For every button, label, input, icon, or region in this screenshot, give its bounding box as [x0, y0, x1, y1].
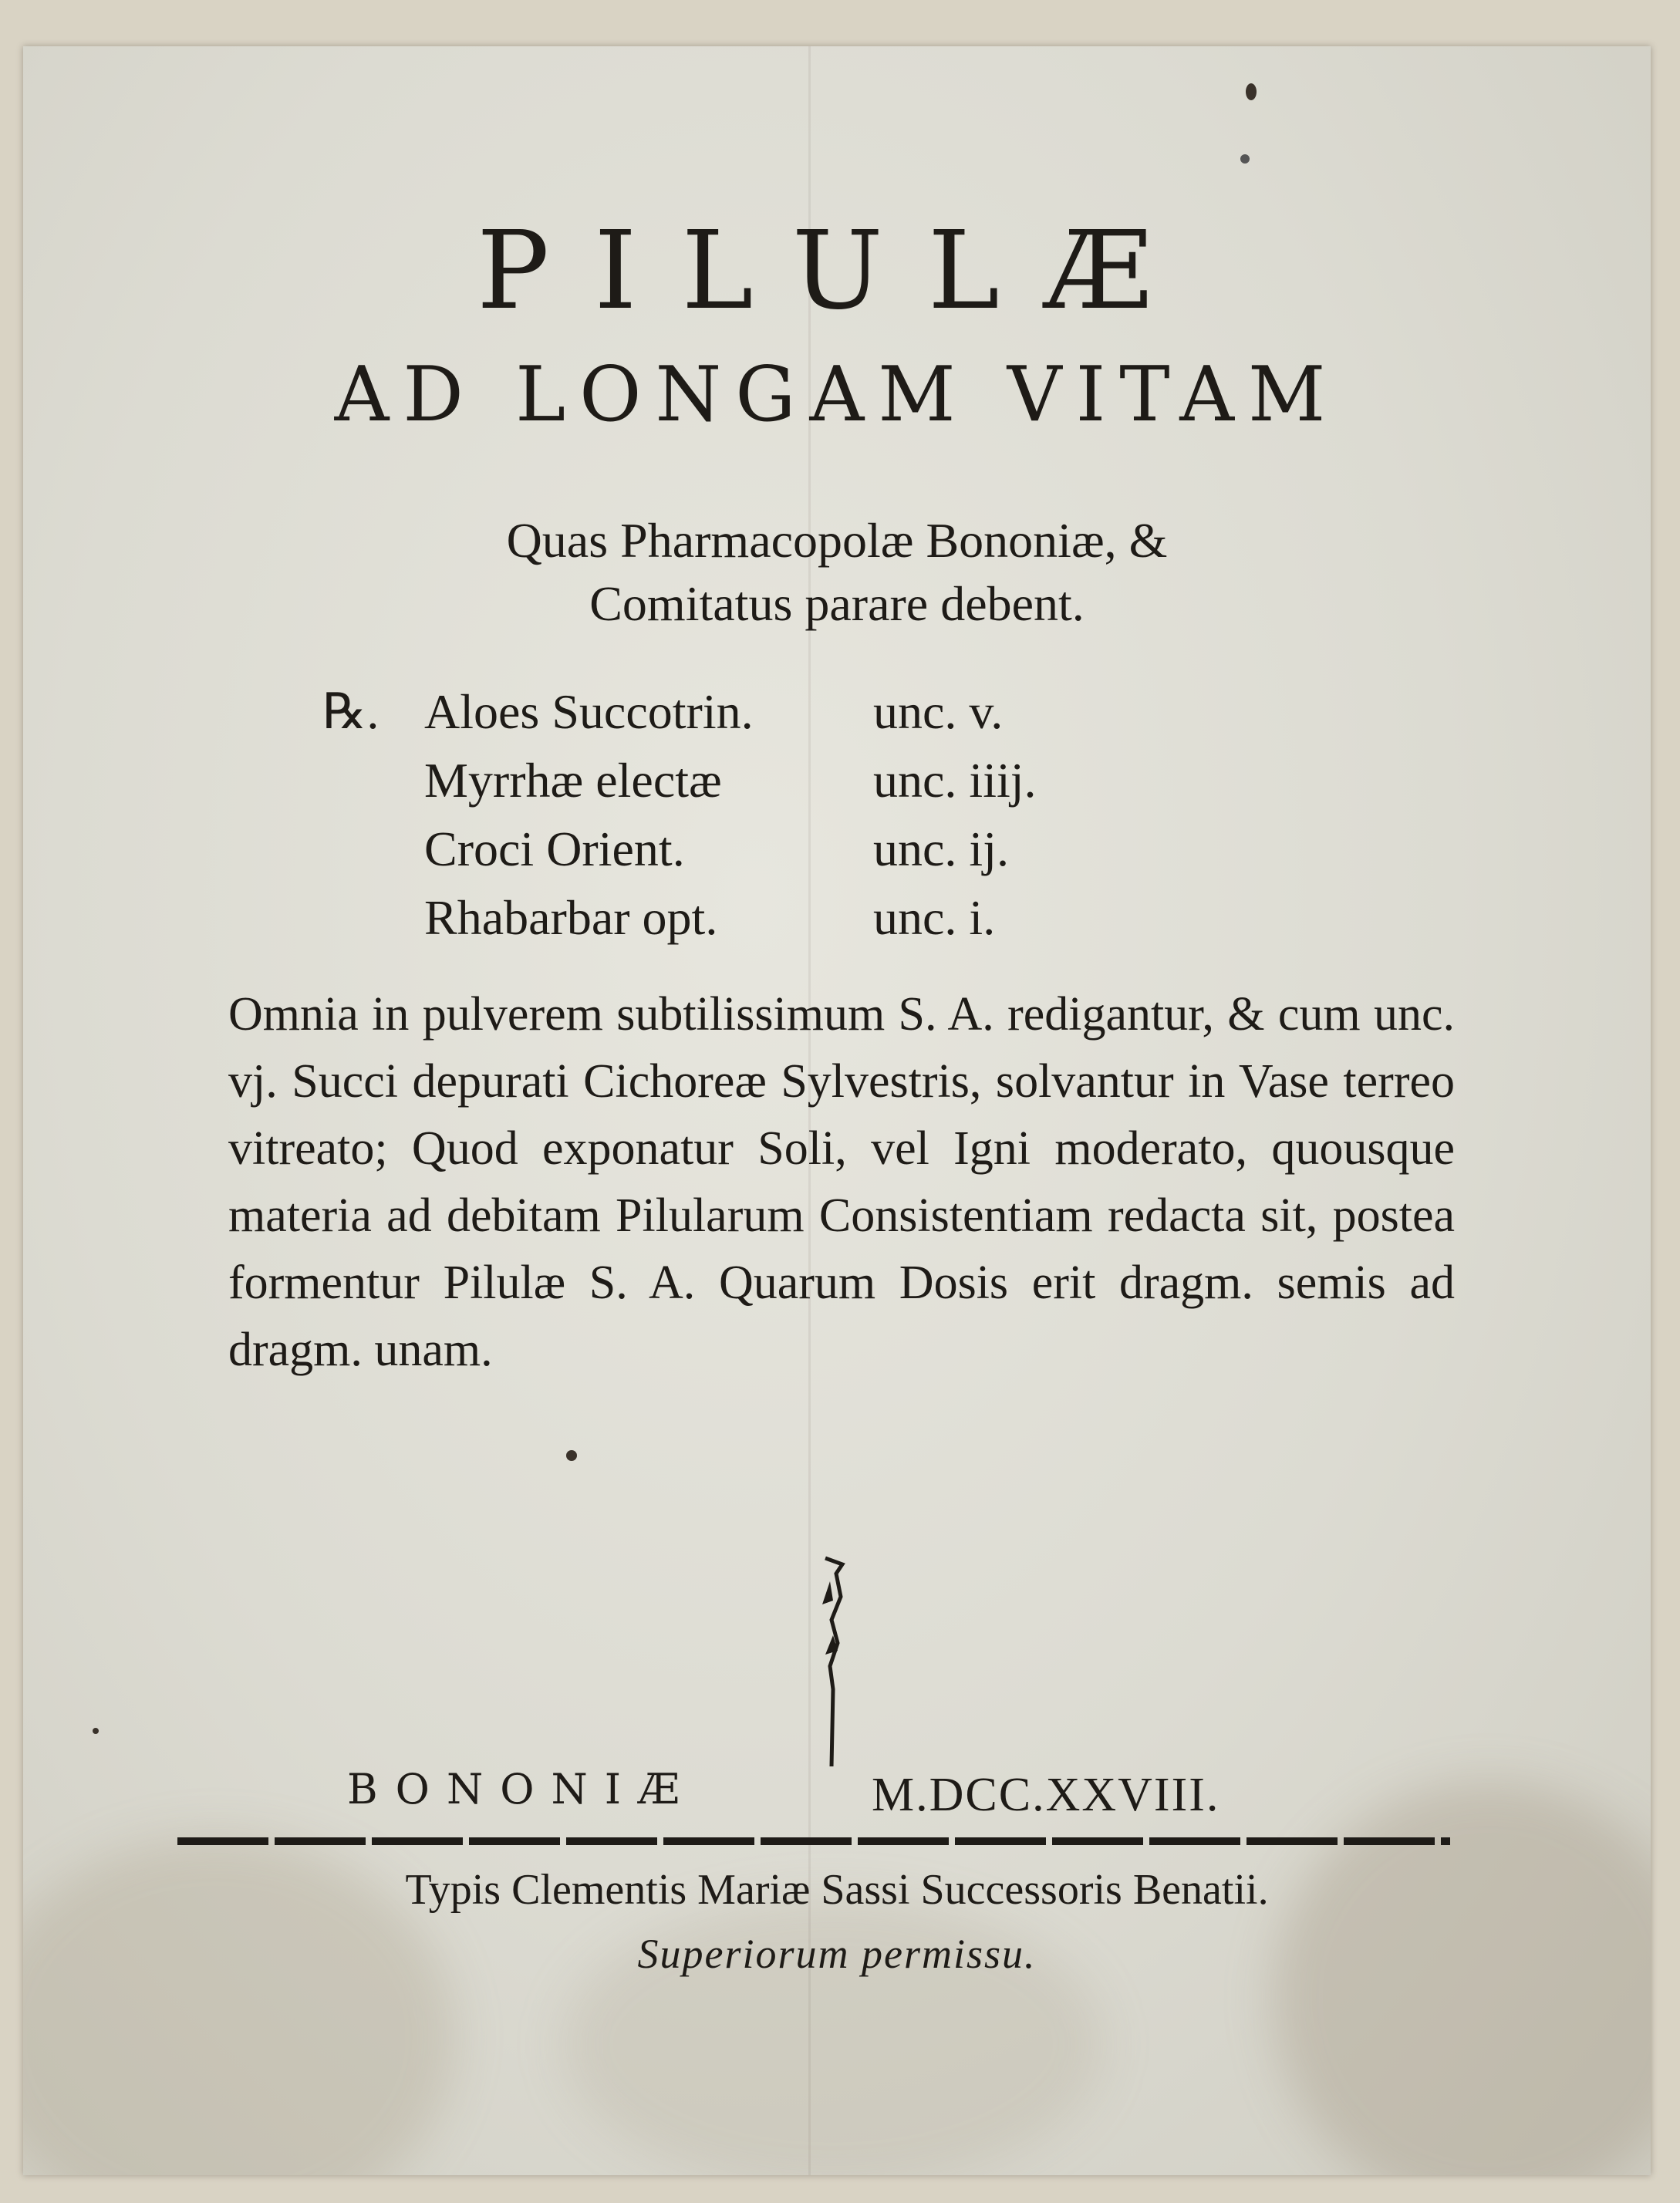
instructions-paragraph: Omnia in pulverem subtilissimum S. A. redigantur, & cum unc. vj. Succi depurati Cichoreæ Sylvestris, solvantur in Vase terreo vitreato; Quod exponatur Soli, vel Igni moderato, quousque materia ad debitam Pilularum Consistentiam redacta sit, postea formentur Pilulæ S. A. Quarum Dosis erit dragm. semis ad dragm. unam.	[228, 988, 1455, 1376]
imprint-city: BONONIÆ	[347, 1765, 697, 1813]
ingredient: Rhabarbar opt.	[424, 890, 718, 945]
ink-speck	[566, 1450, 577, 1461]
ink-speck	[1246, 83, 1257, 100]
quantity: unc. ij.	[873, 821, 1009, 876]
permission-line: Superiorum permissu.	[637, 1931, 1037, 1977]
recipe-row	[424, 821, 1037, 889]
ink-speck	[93, 1728, 99, 1734]
recipe-row	[424, 683, 1037, 752]
recipe-list	[424, 683, 1037, 958]
ingredient: Aloes Succotrin.	[424, 684, 754, 739]
quantity: unc. v.	[873, 684, 1004, 739]
quantity: unc. i.	[873, 890, 996, 945]
printer-ornament-icon	[802, 1550, 864, 1766]
ingredient: Myrrhæ electæ	[424, 753, 722, 808]
imprint-year: M.DCC.XXVIII.	[872, 1769, 1220, 1821]
subtitle: AD LONGAM VITAM	[334, 351, 1340, 439]
dashed-rule	[177, 1837, 1450, 1845]
title: PILULÆ	[477, 208, 1197, 334]
ink-speck	[1240, 154, 1250, 164]
printer-line: Typis Clementis Mariæ Sassi Successoris Benatii.	[405, 1866, 1269, 1914]
broadside-sheet	[23, 46, 1651, 2175]
intro-text: Quas Pharmacopolæ Bononiæ, & Comitatus parare debent.	[506, 513, 1168, 631]
ingredient: Croci Orient.	[424, 821, 685, 876]
recipe-row	[424, 889, 1037, 958]
recipe-row	[424, 752, 1037, 821]
recipe-symbol: ℞.	[322, 684, 380, 739]
quantity: unc. iiij.	[873, 753, 1037, 808]
